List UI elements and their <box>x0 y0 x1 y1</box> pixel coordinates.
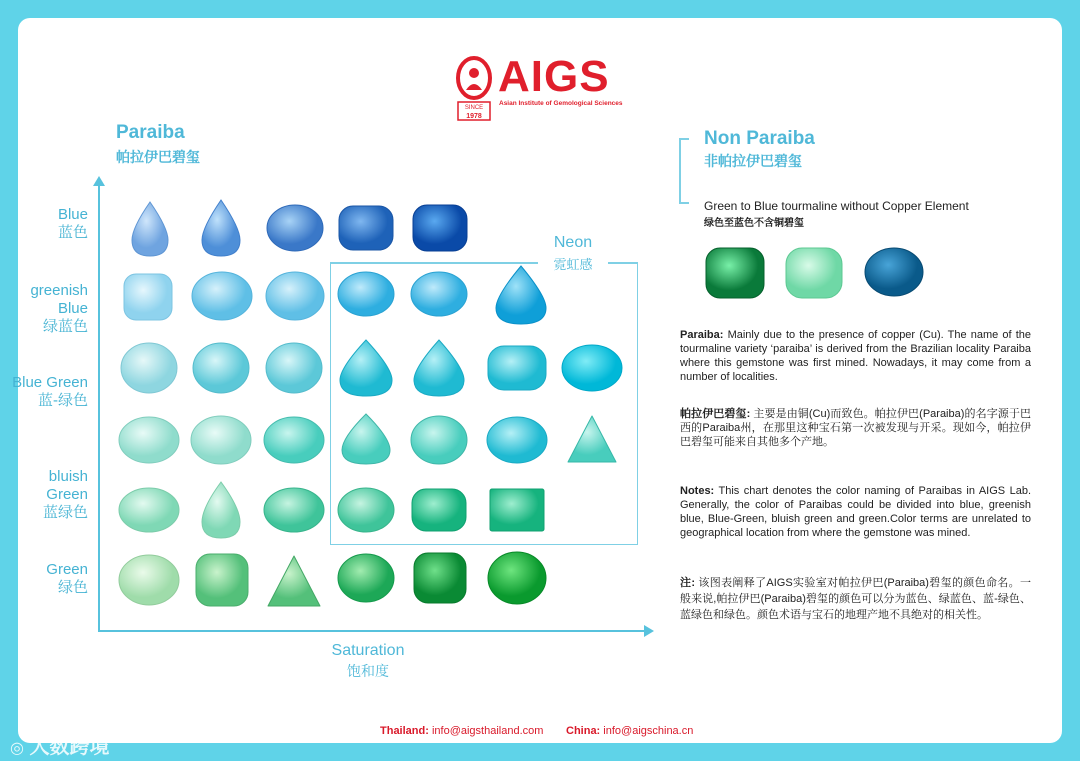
non-paraiba-desc: Green to Blue tourmaline without Copper Element <box>704 199 969 213</box>
footer-thailand: Thailand: info@aigsthailand.com <box>380 725 544 737</box>
gem-blue-green-7 <box>562 345 622 391</box>
row-label-bluish-green: bluish Green 蓝绿色 <box>42 468 88 521</box>
gem-bluish-green-5 <box>411 416 467 464</box>
gem-green-1 <box>119 555 179 605</box>
gem-bluish-green-3 <box>264 417 324 463</box>
logo-wordmark: AIGS <box>498 52 610 101</box>
gem-blue-4 <box>339 206 393 250</box>
gem-greenish-blue-3 <box>266 272 324 320</box>
gem-blue-green-2 <box>193 343 249 393</box>
row-label-greenish-blue: greenish Blue 绿蓝色 <box>30 282 88 335</box>
gem-blue-green-1 <box>121 343 177 393</box>
notes-paragraph-cn: 注: 该图表阐释了AIGS实验室对帕拉伊巴(Paraiba)碧玺的颜色命名。一般来说,帕拉伊巴(Paraiba)碧玺的颜色可以分为蓝色、绿蓝色、蓝-绿色、蓝绿色和绿色。颜色术语与宝石的地理产地不具绝对的相关性。 <box>680 577 1031 621</box>
gem-blue-2 <box>202 200 240 256</box>
x-axis-label-cn: 饱和度 <box>347 663 389 679</box>
non-paraiba-gems <box>698 240 938 306</box>
paraiba-paragraph: Paraiba: Mainly due to the presence of copper (Cu). The name of the tourmaline variety ‘paraiba’ is derived from the Brazilian locality Paraiba where this gemstone was first mined. Nowadays, it may come from a number of localities. <box>680 329 1031 383</box>
gem-green-a-4 <box>338 488 394 532</box>
notes-paragraph: Notes: This chart denotes the color naming of Paraibas in AIGS Lab. Generally, the color of Paraibas could be divided into blue, greenish blue, Blue-Green, bluish green and green.Color terms are unrelated to geographical location from where the gemstone was mined. <box>680 485 1031 539</box>
gem-greenish-blue-5 <box>411 272 467 316</box>
paraiba-title: Paraiba <box>116 122 185 143</box>
gem-green-3 <box>268 556 320 606</box>
non-paraiba-title: Non Paraiba <box>704 128 815 149</box>
gem-blue-5 <box>413 205 467 251</box>
gem-green-6 <box>488 552 546 604</box>
svg-text:1978: 1978 <box>466 113 482 120</box>
gem-blue-green-4 <box>340 340 392 396</box>
gem-blue-green-6 <box>488 346 546 390</box>
paraiba-paragraph-cn: 帕拉伊巴碧玺: 主要是由铜(Cu)而致色。帕拉伊巴(Paraiba)的名字源于巴西的Paraiba州，在那里这种宝石第一次被发现与开采。现如今，帕拉伊巴碧玺可能来自其他多个产地。 <box>680 408 1031 448</box>
row-label-green: Green 绿色 <box>46 561 88 596</box>
china-email-link[interactable]: info@aigschina.cn <box>603 725 694 737</box>
paraiba-title-cn: 帕拉伊巴碧玺 <box>116 149 200 165</box>
gem-blue-green-5 <box>414 340 464 396</box>
gem-bluish-green-4 <box>342 414 390 464</box>
non-paraiba-gem-2 <box>786 248 842 298</box>
row-label-blue-green: Blue Green 蓝-绿色 <box>12 374 88 409</box>
non-paraiba-gem-3 <box>865 248 923 296</box>
bracket-top <box>679 138 689 140</box>
non-paraiba-title-cn: 非帕拉伊巴碧玺 <box>704 153 802 169</box>
gem-blue-3 <box>267 205 323 251</box>
gem-green-5 <box>414 553 466 603</box>
non-paraiba-gem-1 <box>706 248 764 298</box>
gem-bluish-green-6 <box>487 417 547 463</box>
gem-green-a-2 <box>202 482 240 538</box>
gem-green-a-3 <box>264 488 324 532</box>
row-label-blue: Blue 蓝色 <box>57 206 88 241</box>
watermark: ◎ 大数跨境 <box>10 736 110 758</box>
non-paraiba-bracket <box>679 138 681 204</box>
neon-label-cn: 霓虹感 <box>553 257 593 272</box>
gem-grid <box>18 18 678 638</box>
gem-green-a-6 <box>490 489 544 531</box>
gem-greenish-blue-2 <box>192 272 252 320</box>
bracket-bottom <box>679 202 689 204</box>
gem-blue-1 <box>132 202 168 256</box>
thailand-email-link[interactable]: info@aigsthailand.com <box>431 725 544 737</box>
gem-green-a-5 <box>412 489 466 531</box>
gem-bluish-green-7 <box>568 416 616 462</box>
gem-blue-green-3 <box>266 343 322 393</box>
neon-label: Neon <box>553 234 593 251</box>
gem-green-a-1 <box>119 488 179 532</box>
x-axis-label: Saturation <box>331 642 405 659</box>
chart-card <box>12 18 1062 743</box>
gem-bluish-green-2 <box>191 416 251 464</box>
gem-greenish-blue-4 <box>338 272 394 316</box>
gem-green-4 <box>338 554 394 602</box>
watermark-logo-icon: ◎ <box>10 740 24 757</box>
gem-green-2 <box>196 554 248 606</box>
non-paraiba-desc-cn: 绿色至蓝色不含铜碧玺 <box>704 218 804 229</box>
svg-text:SINCE: SINCE <box>464 105 484 111</box>
gem-greenish-blue-1 <box>124 274 172 320</box>
gem-bluish-green-1 <box>119 417 179 463</box>
gem-greenish-blue-6 <box>496 266 546 324</box>
footer-china: China: info@aigschina.cn <box>566 725 694 737</box>
logo-subtitle: Asian Institute of Gemological Sciences <box>499 100 623 107</box>
